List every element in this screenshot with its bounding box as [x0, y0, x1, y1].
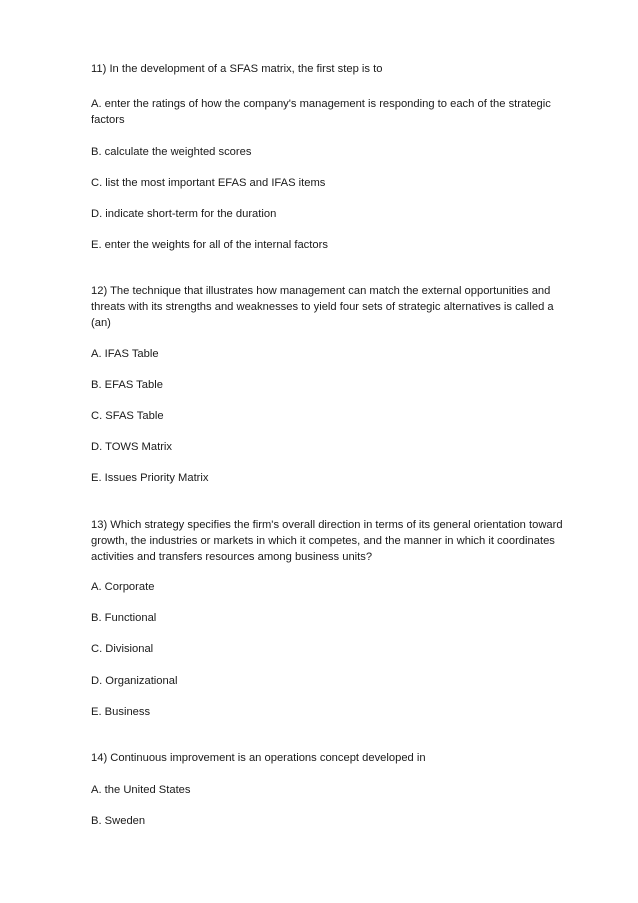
question-12-option-b: B. EFAS Table	[91, 379, 163, 391]
question-14-stem: 14) Continuous improvement is an operations concept developed in	[91, 752, 426, 764]
question-13-option-a: A. Corporate	[91, 581, 155, 593]
question-13-option-b: B. Functional	[91, 612, 157, 624]
question-12-stem-line-2: threats with its strengths and weaknesses to yield four sets of strategic alternatives is called a	[91, 301, 554, 313]
question-11-option-e: E. enter the weights for all of the internal factors	[91, 239, 328, 251]
question-13-stem-line-3: activities and transfers resources among business units?	[91, 551, 373, 563]
question-13-option-d: D. Organizational	[91, 675, 178, 687]
question-12-stem-line-1: 12) The technique that illustrates how management can match the external opportunities and	[91, 285, 551, 297]
question-14-option-a: A. the United States	[91, 784, 191, 796]
question-13-option-c: C. Divisional	[91, 643, 154, 655]
question-11-option-d: D. indicate short-term for the duration	[91, 208, 277, 220]
question-11-option-b: B. calculate the weighted scores	[91, 146, 252, 158]
question-12-stem-line-3: (an)	[91, 317, 111, 329]
question-11-stem: 11) In the development of a SFAS matrix, the first step is to	[91, 63, 383, 75]
question-13-stem-line-1: 13) Which strategy specifies the firm's overall direction in terms of its general orientation toward	[91, 519, 563, 531]
question-12-option-a: A. IFAS Table	[91, 348, 159, 360]
question-14-option-b: B. Sweden	[91, 815, 146, 827]
question-12-option-e: E. Issues Priority Matrix	[91, 472, 209, 484]
question-12-option-c: C. SFAS Table	[91, 410, 164, 422]
question-11-option-a: A. enter the ratings of how the company's management is responding to each of the strategic	[91, 98, 551, 110]
question-13-stem-line-2: growth, the industries or markets in which it competes, and the manner in which it coordinates	[91, 535, 555, 547]
question-12-option-d: D. TOWS Matrix	[91, 441, 173, 453]
question-11-option-a-cont: factors	[91, 114, 125, 126]
question-13-option-e: E. Business	[91, 706, 151, 718]
question-11-option-c: C. list the most important EFAS and IFAS items	[91, 177, 326, 189]
